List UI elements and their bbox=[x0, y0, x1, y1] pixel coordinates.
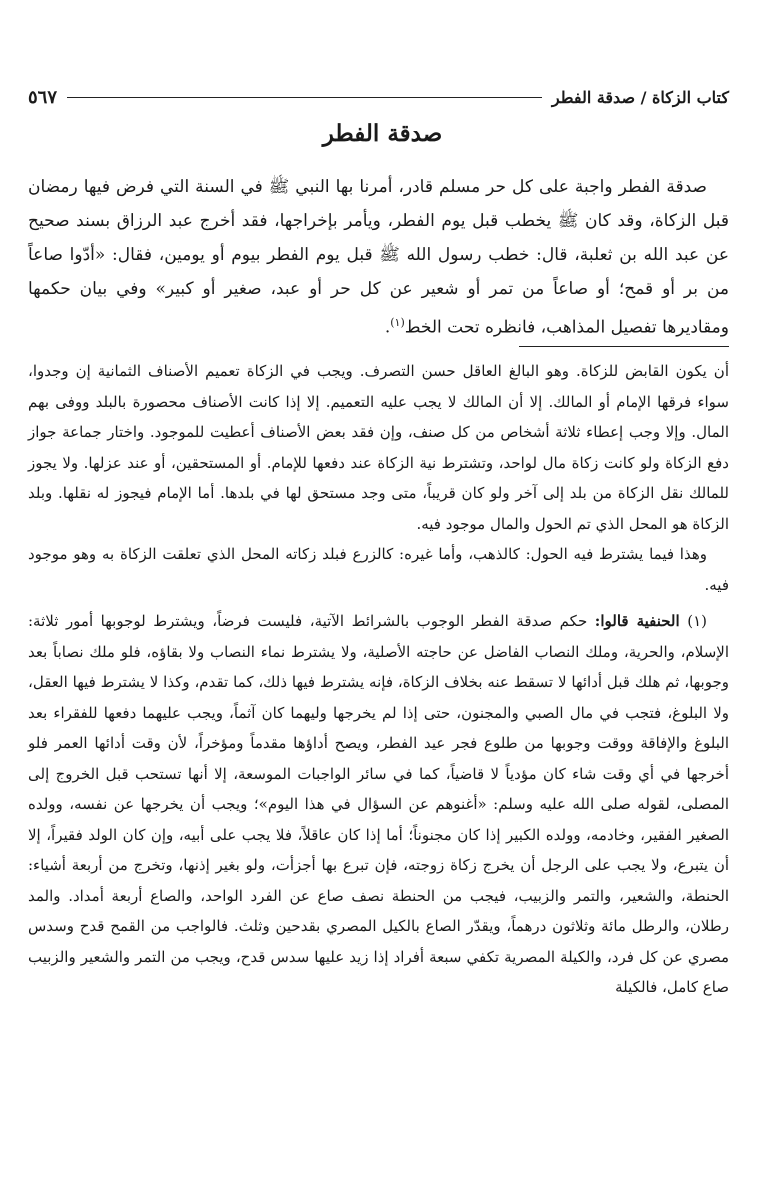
page-header bbox=[28, 82, 729, 112]
footnotes bbox=[28, 356, 729, 1009]
page-number: ٥٦٧ bbox=[28, 86, 58, 108]
main-paragraph: صدقة الفطر واجبة على كل حر مسلم قادر، أمرنا بها النبي ﷺ في السنة التي فرض فيها رمضان قبل الزكاة، وقد كان ﷺ يخطب قبل يوم الفطر، ويأمر بإخراجها، فقد أخرج عبد الرزاق بسند صحيح عن عبد الله بن ثعلبة، قال: خطب رسول الله ﷺ قبل يوم الفطر بيوم أو يومين، فقال: «أدّوا صاعاً من بر أو قمح؛ أو صاعاً من تمر أو شعير عن كل حر أو عبد، صغير أو كبير» وفي بيان حكمها ومقاديرها تفصيل المذاهب، فانظره تحت الخط$^{(١)}$. bbox=[28, 177, 729, 338]
section-title: صدقة الفطر bbox=[322, 120, 443, 147]
footnote-number: (١) bbox=[687, 612, 708, 630]
main-text bbox=[28, 170, 729, 345]
running-title: كتاب الزكاة / صدقة الفطر bbox=[551, 87, 729, 107]
footnote-hanafi-text: حكم صدقة الفطر الوجوب بالشرائط الآتية، فليست فرضاً، ويشترط لوجوبها أمور ثلاثة: الإسلام، والحرية، وملك النصاب الفاضل عن حاجته الأصلية، ولا يشترط نماء النصاب ولا بقاؤه، فلو ملك نصاباً بعد وجوبها، ثم هلك قبل أدائها لا تسقط عنه بخلاف الزكاة، فإنه يشترط فيها ذلك، كما تقدم، وكذا لا يشترط فيها العقل، ولا البلوغ، فتجب في مال الصبي والمجنون، حتى إذا لم يخرجها وليهما كان آثماً، ويجب عليهما دفعها للفقراء بعد البلوغ والإفاقة ووقت وجوبها من طلوع فجر عيد الفطر، ويصح أداؤها مقدماً ومؤخراً، لأن وقت أدائها العمر فلو أخرجها في أي وقت شاء كان مؤدياً لا قاضياً، كما في سائر الواجبات الموسعة، إلا أنها تستحب قبل الخروج إلى المصلى، لقوله صلى الله عليه وسلم: «أغنوهم عن السؤال في هذا اليوم»؛ ويجب أن يخرجها عن نفسه، وولده الصغير الفقير، وخادمه، وولده الكبير إذا كان مجنوناً؛ أما إذا كان عاقلاً، فلا يجب على أبيه، وإن كان الولد فقيراً، إلا أن يتبرع، ولا يجب على الرجل أن يخرج زكاة زوجته، فإن تبرع بها أجزأت، ولو بغير إذنها، وتخرج من أربعة أشياء: الحنطة، والشعير، والتمر والزبيب، فيجب من الحنطة نصف صاع عن الفرد الواحد، والصاع أربعة أمداد. والمد رطلان، والرطل مائة وثلاثون درهماً، ويقدّر الصاع بالكيل المصري بقدحين وثلث. فالواجب من القمح قدح وسدس مصري عن كل فرد، والكيلة المصرية تكفي سبعة أفراد إذا زيد عليها سدس قدح، ويجب من التمر والشعير والزبيب صاع كامل، فالكيلة bbox=[28, 612, 729, 996]
footnote-reference: (١) bbox=[390, 316, 405, 329]
footnote-divider bbox=[519, 346, 729, 347]
main-paragraph-text: صدقة الفطر واجبة على كل حر مسلم قادر، أمرنا بها النبي ﷺ في السنة التي فرض فيها رمضان قبل الزكاة، وقد كان ﷺ يخطب قبل يوم الفطر، ويأمر بإخراجها، فقد أخرج عبد الرزاق بسند صحيح عن عبد الله بن ثعلبة، قال: خطب رسول الله ﷺ قبل يوم الفطر بيوم أو يومين، فقال: «أدّوا صاعاً من بر أو قمح؛ أو صاعاً من تمر أو شعير عن كل حر أو عبد، صغير أو كبير» وفي بيان حكمها ومقاديرها تفصيل المذاهب، فانظره تحت الخط bbox=[28, 177, 729, 338]
footnote-hanafi bbox=[28, 606, 729, 1003]
footnote-hawl-note: وهذا فيما يشترط فيه الحول: كالذهب، وأما غيره: كالزرع فبلد زكاته المحل الذي تعلقت الزكاة به وهو موجود فيه. bbox=[28, 545, 729, 594]
footnote-continuation: أن يكون القابض للزكاة. وهو البالغ العاقل حسن التصرف. ويجب في الزكاة تعميم الأصناف الثمانية إن وجدوا، سواء فرقها الإمام أو المالك. إلا أن المالك لا يجب عليه التعميم. إلا إذا كانت الأصناف محصورة بالبلد ووفى بهم المال. وإلا وجب إعطاء ثلاثة أشخاص من كل صنف، وإن فقد بعض الأصناف أعطيت للموجود. واختار جماعة جواز دفع الزكاة ولو كانت زكاة مال لواحد، وتشترط نية الزكاة عند دفعها للإمام. أو المستحقين، أو عند عزلها. ولا يجوز للمالك نقل الزكاة من بلد إلى آخر ولو كان قريباً، متى وجد مستحق لها في بلدها. أما الإمام فيجوز له نقلها. وبلد الزكاة هو المحل الذي تم الحول والمال موجود فيه. bbox=[28, 362, 729, 533]
header-rule bbox=[67, 97, 542, 98]
footnote-school-label: الحنفية قالوا: bbox=[594, 612, 680, 630]
